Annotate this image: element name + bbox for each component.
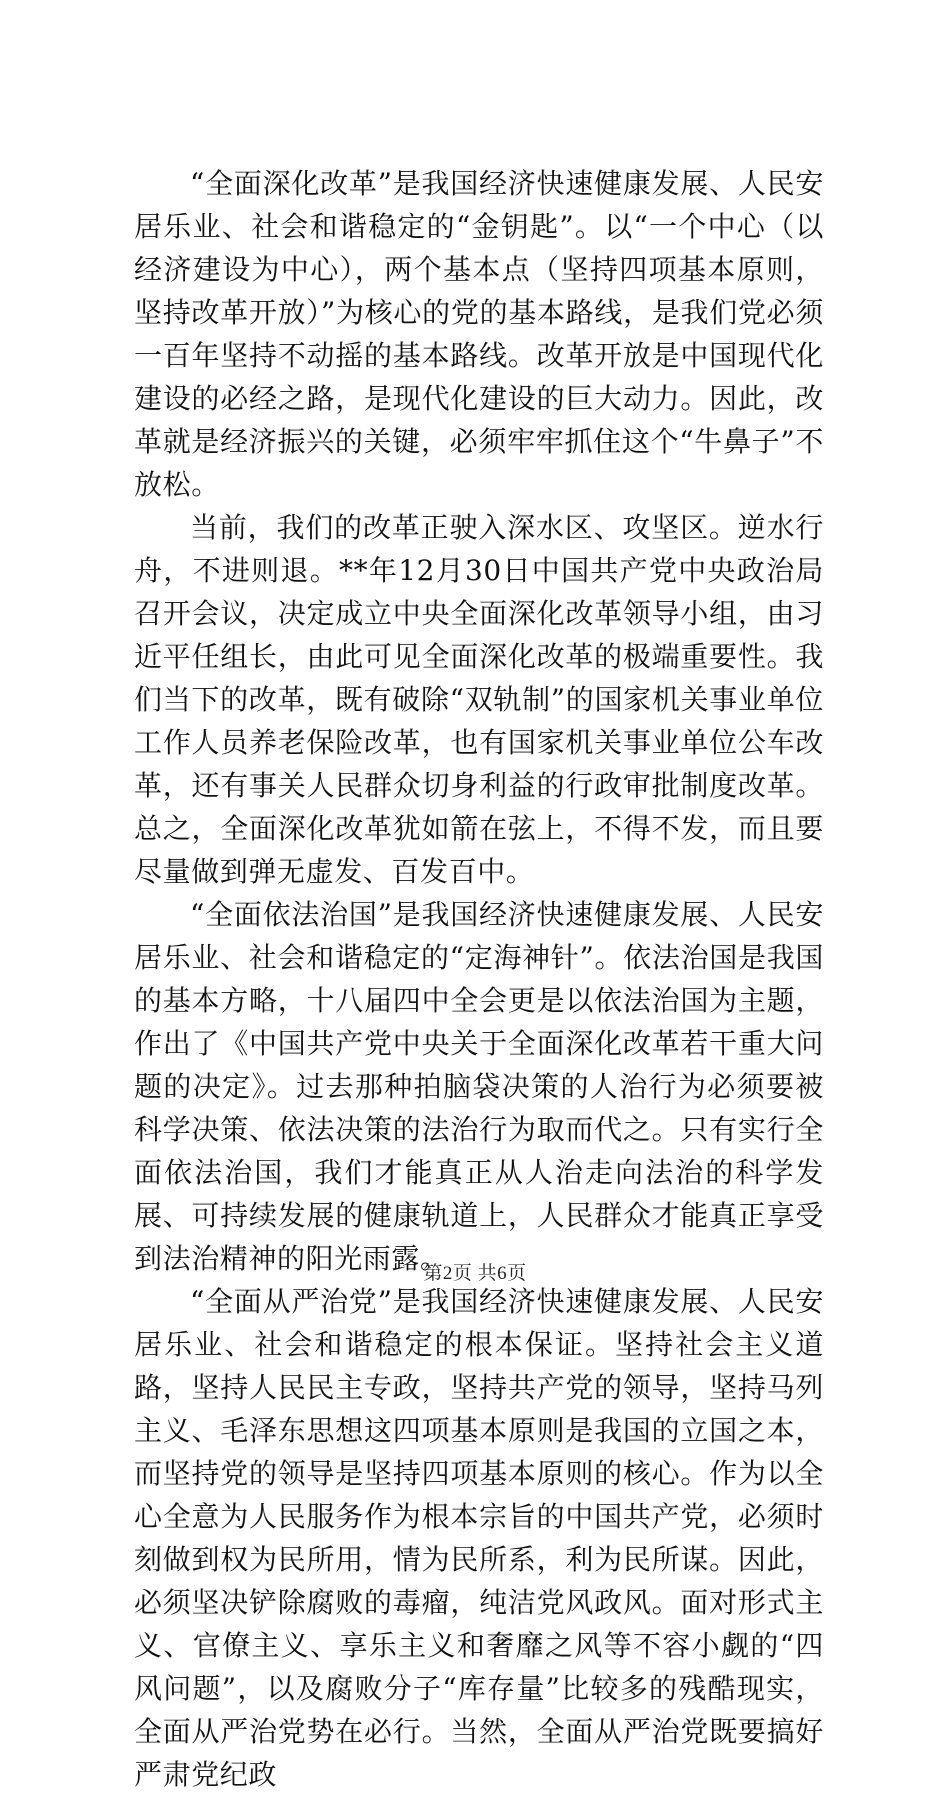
page-number-footer: 第2页 共6页	[423, 1263, 527, 1284]
paragraph-rule-of-law: “全面依法治国”是我国经济快速健康发展、人民安居乐业、社会和谐稳定的“定海神针”。依法治国是我国的基本方略，十八届四中全会更是以依法治国为主题，作出了《中国共产党中央关于全面深化改革若干重大问题的决定》。过去那种拍脑袋决策的人治行为必须要被科学决策、依法决策的法治行为取而代之。只有实行全面依法治国，我们才能真正从人治走向法治的科学发展、可持续发展的健康轨道上，人民群众才能真正享受到法治精神的阳光雨露。	[134, 898, 824, 1275]
paragraph-current-reform: 当前，我们的改革正驶入深水区、攻坚区。逆水行舟，不进则退。**年12月30日中国共产党中央政治局召开会议，决定成立中央全面深化改革领导小组，由习近平任组长，由此可见全面深化改革的极端重要性。我们当下的改革，既有破除“双轨制”的国家机关事业单位工作人员养老保险改革，也有国家机关事业单位公车改革，还有事关人民群众切身利益的行政审批制度改革。总之，全面深化改革犹如箭在弦上，不得不发，而且要尽量做到弹无虚发、百发百中。	[134, 511, 824, 888]
document-body	[134, 162, 824, 1796]
paragraph-reform: “全面深化改革”是我国经济快速健康发展、人民安居乐业、社会和谐稳定的“金钥匙”。以“一个中心（以经济建设为中心），两个基本点（坚持四项基本原则，坚持改革开放）”为核心的党的基本路线，是我们党必须一百年坚持不动摇的基本路线。改革开放是中国现代化建设的必经之路，是现代化建设的巨大动力。因此，改革就是经济振兴的关键，必须牢牢抓住这个“牛鼻子”不放松。	[134, 167, 824, 501]
paragraph-party-discipline: “全面从严治党”是我国经济快速健康发展、人民安居乐业、社会和谐稳定的根本保证。坚持社会主义道路，坚持人民民主专政，坚持共产党的领导，坚持马列主义、毛泽东思想这四项基本原则是我国的立国之本，而坚持党的领导是坚持四项基本原则的核心。作为以全心全意为人民服务作为根本宗旨的中国共产党，必须时刻做到权为民所用，情为民所系，利为民所谋。因此，必须坚决铲除腐败的毒瘤，纯洁党风政风。面对形式主义、官僚主义、享乐主义和奢靡之风等不容小觑的“四风问题”，以及腐败分子“库存量”比较多的残酷现实，全面从严治党势在必行。当然，全面从严治党既要搞好严肃党纪政	[134, 1285, 824, 1791]
